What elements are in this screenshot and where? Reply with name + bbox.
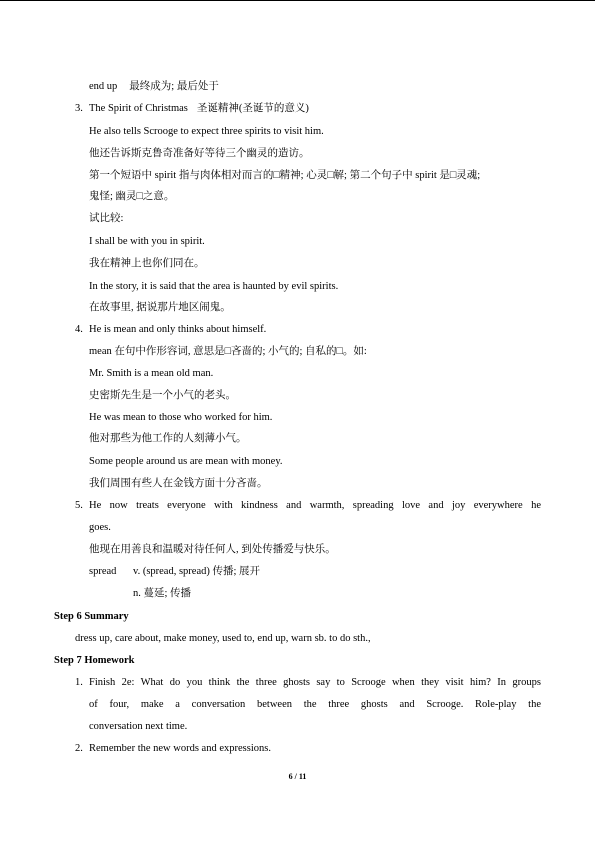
item-4-example-3-zh: 我们周围有些人在金钱方面十分吝啬。 bbox=[89, 478, 268, 489]
item-5-title-line-1: He now treats everyone with kindness and warmth, spreading love and joy everywhere he bbox=[89, 500, 541, 511]
phrase-entry-end-up bbox=[89, 80, 219, 93]
item-4-example-1-zh: 史密斯先生是一个小气的老头。 bbox=[89, 390, 236, 401]
step-7-heading: Step 7 Homework bbox=[54, 655, 135, 666]
item-4-example-2-en: He was mean to those who worked for him. bbox=[89, 412, 273, 423]
compare-2-zh: 在故事里, 据说那片地区闹鬼。 bbox=[89, 302, 231, 313]
step-6-heading: Step 6 Summary bbox=[54, 611, 129, 622]
item-3-title-en: The Spirit of Christmas bbox=[89, 103, 188, 114]
step-6-content: dress up, care about, make money, used to, end up, warn sb. to do sth., bbox=[75, 633, 371, 644]
homework-1-line-2: of four, make a conversation between the three ghosts and Scrooge. Role-play the bbox=[89, 699, 541, 710]
item-4-example-1-en: Mr. Smith is a mean old man. bbox=[89, 368, 214, 379]
homework-2-text: Remember the new words and expressions. bbox=[89, 743, 271, 754]
phrase-term: end up bbox=[89, 81, 118, 92]
item-4-example-2-zh: 他对那些为他工作的人刻薄小气。 bbox=[89, 433, 247, 444]
item-5-translation: 他现在用善良和温暖对待任何人, 到处传播爱与快乐。 bbox=[89, 544, 336, 555]
homework-1-line-1: Finish 2e: What do you think the three ghosts say to Scrooge when they visit him? In groups bbox=[89, 677, 541, 688]
item-3-note-line-1: 第一个短语中 spirit 指与肉体相对而言的□精神; 心灵□解; 第二个句子中 spirit 是□灵魂; bbox=[89, 170, 481, 181]
item-5-title-line-2: goes. bbox=[89, 522, 111, 533]
item-3-note-line-2: 鬼怪; 幽灵□之意。 bbox=[89, 191, 175, 202]
spread-noun-def: n. 蔓延; 传播 bbox=[133, 588, 192, 599]
compare-label: 试比较: bbox=[89, 213, 124, 224]
item-5-number: 5. bbox=[75, 500, 83, 511]
homework-2-number: 2. bbox=[75, 743, 83, 754]
item-3-example-zh: 他还告诉斯克鲁奇准备好等待三个幽灵的造访。 bbox=[89, 148, 310, 159]
item-3-title bbox=[89, 102, 309, 115]
homework-1-line-3: conversation next time. bbox=[89, 721, 188, 732]
item-3-title-zh: 圣诞精神(圣诞节的意义) bbox=[196, 103, 309, 114]
homework-1-number: 1. bbox=[75, 677, 83, 688]
item-4-number: 4. bbox=[75, 324, 83, 335]
item-4-title: He is mean and only thinks about himself. bbox=[89, 324, 267, 335]
compare-1-en: I shall be with you in spirit. bbox=[89, 236, 205, 247]
spread-word: spread bbox=[89, 566, 117, 577]
compare-2-en: In the story, it is said that the area is haunted by evil spirits. bbox=[89, 281, 339, 292]
item-3-example-en: He also tells Scrooge to expect three spirits to visit him. bbox=[89, 126, 324, 137]
compare-1-zh: 我在精神上也你们同在。 bbox=[89, 258, 205, 269]
spread-verb-def: v. (spread, spread) 传播; 展开 bbox=[133, 566, 261, 577]
item-4-example-3-en: Some people around us are mean with money. bbox=[89, 456, 283, 467]
item-4-note: mean 在句中作形容词, 意思是□吝啬的; 小气的; 自私的□。如: bbox=[89, 346, 367, 357]
page-number: 6 / 11 bbox=[288, 772, 307, 781]
page-top-border bbox=[0, 0, 595, 1]
phrase-meaning: 最终成为; 最后处于 bbox=[129, 81, 219, 92]
item-3-number: 3. bbox=[75, 103, 83, 114]
